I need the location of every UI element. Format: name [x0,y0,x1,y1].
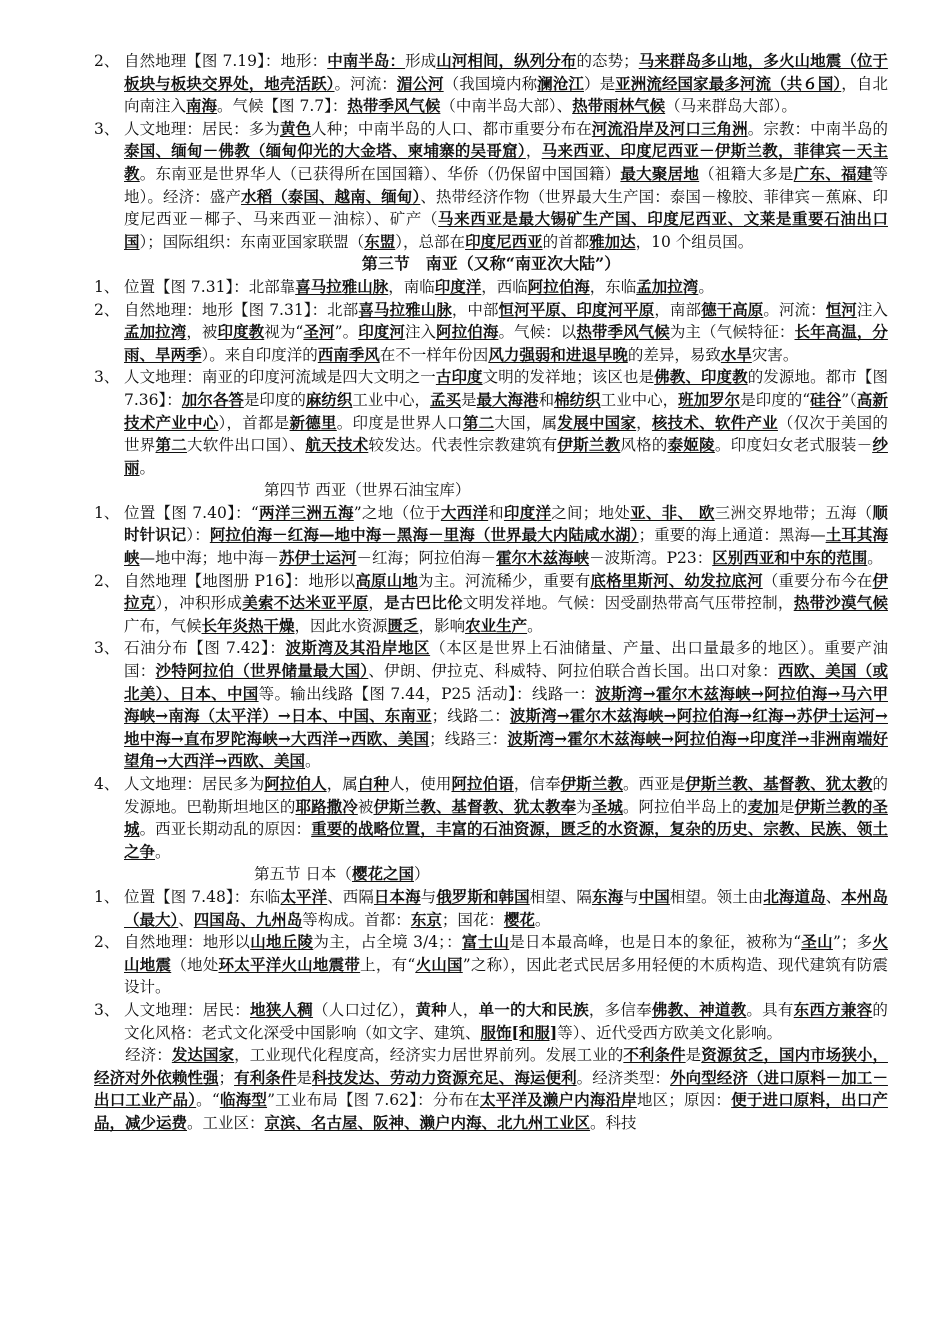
highlight-term: 麦加 [747,796,779,816]
highlight-term: 新德里 [289,412,337,432]
text-run: 人，使用 [389,775,452,793]
highlight-term: 伊斯兰教 [560,774,623,793]
text-run: 文明发祥地。气候：因受副热带高气压带控制， [462,594,794,613]
highlight-term: 临海型 [219,1090,268,1110]
text-run: 经济： [94,1046,172,1065]
text-run: 。 [304,752,321,771]
highlight-term: 亚、非、 欧 [630,502,715,522]
text-run: 是印度的“ [740,390,811,409]
text-run: 位置【图 7.40】：“ [124,503,259,522]
text-run: ”；多 [832,933,873,952]
text-run: 。印度是世界人口 [336,413,463,432]
text-run: 之间；地处 [551,503,631,522]
bold-term: 是古巴比伦 [384,593,463,613]
item-number: 2、 [94,52,120,70]
section-heading [94,253,888,276]
highlight-term: 孟加拉湾 [124,322,187,342]
highlight-term: 圣河 [303,322,335,342]
text-run: （我国境内称 [443,74,538,93]
text-run: 的差异，易致 [627,345,721,364]
text-run: 广布，气候 [124,616,202,635]
highlight-term: 农业生产 [465,615,528,635]
highlight-term: 硅谷 [810,389,842,409]
highlight-term: 第二 [462,412,495,432]
highlight-term: 雅加达 [589,231,636,251]
list-item [94,999,888,1044]
highlight-term: 澜沧江 [537,73,584,93]
text-run: —地中海；地中海－ [139,549,280,568]
text-run: （马来群岛大部）。 [665,97,797,116]
text-run: ； [218,1068,235,1087]
highlight-term: 山地丘陵 [250,932,314,952]
text-run: 。 [867,549,883,568]
text-run: 相望、隔 [529,887,592,906]
text-run: 的发源地。巴勒斯坦地区的 [124,775,888,816]
highlight-term: 泰国、缅甸－佛教（缅甸仰光的大金塔、柬埔寨的吴哥窟） [124,141,526,161]
highlight-term: 伊斯兰教、基督教、犹太教奉 [373,796,577,816]
text-run: 上，有“ [360,955,416,974]
highlight-term: 恒河平原、印度河平原 [498,299,655,319]
text-run: ，影响 [418,616,466,635]
text-run: 。科技 [590,1113,637,1132]
highlight-term: 西南季风 [317,344,380,364]
paragraph [94,1044,888,1134]
highlight-term: 印度尼西亚 [465,231,543,251]
highlight-term: 水稻（泰国、越南、缅甸） [240,186,421,206]
text-run: （重要分布今在 [762,571,873,590]
text-run: 地区；原因： [636,1091,732,1110]
highlight-term: 环太平洋火山地震带 [218,954,361,974]
text-run: 自然地理【图 7.19】：地形： [124,52,328,70]
text-run: ）。来自印度洋的 [201,345,318,364]
highlight-term: 印度教 [217,322,265,342]
text-run: 。 [139,458,156,477]
text-run: 人文地理：居民多为 [124,775,265,793]
text-run: ”工业布局【图 7.62】：分布在 [267,1091,480,1110]
highlight-term: 高新技术产业中心 [124,389,888,432]
highlight-term: 核技术、软件产业 [651,412,778,432]
highlight-term: 航天技术 [305,435,369,455]
highlight-term: 长年炎热干燥 [201,615,295,635]
text-run: 。气候【图 7.7】： [217,97,348,116]
text-run: ；线路三： [429,729,508,748]
text-run: 视为“ [264,323,304,342]
highlight-term: 白种 [357,774,390,793]
text-run: ）是 [583,74,616,93]
highlight-term: 波斯湾及其沿岸地区 [285,638,431,658]
text-run: ，自北向南注入 [124,74,888,116]
text-run: 三洲交界地带；五海（ [714,503,873,522]
highlight-term: 太平洋 [280,886,328,906]
text-run: 自然地理：地形以 [124,933,251,952]
item-number: 3、 [94,119,120,138]
highlight-term: 广东、福建 [793,163,873,183]
text-run: 大软件出口国）、 [187,436,306,455]
text-run: 。印度妇女老式服装－ [714,436,873,455]
text-run: ，工业现代化程度高，经济实力居世界前列。发展工业的 [234,1046,624,1065]
text-run: ；重要的海上通道：黑海— [638,526,826,545]
text-run: ，信奉 [513,775,561,793]
item-number: 1、 [94,887,120,906]
highlight-term: 热带季风气候 [576,322,670,342]
highlight-term: 资源贫乏，国内市场狭小，经济对外依赖性强 [94,1045,888,1087]
highlight-term: 马来群岛多山地，多火山地震（位于板块与板块交界处，地壳活跃） [124,51,888,93]
text-run: 注入 [856,300,888,319]
text-run: （中南半岛大部）、 [440,97,573,116]
text-run: 在不一样年份因 [379,345,489,364]
text-run: 、伊朗、伊拉克、科威特、阿拉伯联合酋长国。出口对象： [368,662,778,681]
text-run: （地处 [171,955,219,974]
list-item [94,931,888,999]
highlight-term: 中国 [638,886,670,906]
text-run: 。阿拉伯半岛上的 [622,797,748,816]
highlight-term: 西欧、美国（或北美）、日本、中国 [124,661,888,703]
text-run: ，因此水资源 [294,616,388,635]
text-run: 、西隔 [327,887,374,906]
text-run: ），首都是 [218,413,290,432]
highlight-term: 孟加拉湾 [636,276,699,296]
highlight-term: 麻纺织 [305,389,353,409]
highlight-term: 发展中国家 [557,412,637,432]
text-run: 第五节 日本（ [254,865,352,884]
text-run: 第四节 西亚（世界石油宝库） [264,481,471,500]
highlight-term: 太平洋及濑户内海沿岸 [479,1090,637,1110]
highlight-term: 圣山 [801,932,833,952]
text-run: ，南部 [654,300,702,319]
text-run: 自然地理：地形【图 7.31】：北部 [124,300,359,319]
text-run: ）；国际组织：东南亚国家联盟（ [139,232,365,251]
highlight-term: 波斯湾→霍尔木兹海峡→阿拉伯海→马六甲海峡→南海（太平洋）→日本、中国、东南亚 [124,683,888,726]
highlight-term: 底格里斯河、幼发拉底河 [590,570,763,590]
text-run: 人文地理：居民：多为 [124,119,280,138]
item-number: 3、 [94,368,120,387]
text-run: 。“ [196,1091,220,1110]
text-run: （人口过亿）， [313,1000,416,1019]
highlight-term: 南海 [186,96,218,116]
highlight-term: 便于进口原料，出口产品，减少运费 [94,1090,888,1132]
highlight-term: 泰姬陵 [667,435,715,455]
text-run: 。 [527,616,543,635]
highlight-term: 伊斯兰教、基督教、犹太教 [685,774,873,793]
highlight-term: 黄色 [279,118,312,138]
text-run: 是日本最高峰，也是日本的象征，被称为“ [509,933,802,952]
item-number: 2、 [94,933,120,952]
highlight-term: 山河相间，纵列分布 [436,51,577,70]
text-run: ，西临 [481,277,528,296]
text-run: ， [368,594,385,613]
text-run: 工业中心， [352,390,430,409]
highlight-term: 火山地震 [124,932,888,974]
highlight-term: 樱花 [503,909,535,929]
text-run: 为主，占全境 3/4；： [313,933,462,952]
list-item [94,366,888,479]
list-item [94,118,888,254]
text-run: 。河流： [334,74,397,93]
text-run: 较发达。代表性宗教建筑有 [368,436,558,455]
item-number: 2、 [94,571,120,590]
text-run: 。东南亚是世界华人（已获得所在国国籍）、华侨（仍保留中国国籍） [139,164,621,183]
text-run: ，10 个组员国。 [635,232,754,251]
text-run: ，中部 [451,300,499,319]
text-run: 。 [155,842,171,861]
text-run: ”（ [841,390,857,409]
highlight-term: 佛教、神道教 [651,999,747,1019]
text-run: 与 [623,887,639,906]
text-run: ， [525,142,542,161]
section-heading [94,479,888,502]
highlight-term: 马来西亚、印度尼西亚－伊斯兰教，菲律宾－天主教 [124,141,888,183]
highlight-term: 有利条件 [234,1067,297,1087]
highlight-term: 樱花之国 [351,864,414,884]
text-run: 的首都 [542,232,590,251]
highlight-term: 伊斯兰教 [557,435,621,455]
text-run: 、 [178,910,194,929]
text-run: ，被 [186,323,218,342]
highlight-term: 喜马拉雅山脉 [358,299,452,319]
highlight-term: 热带季风气候 [347,96,441,116]
highlight-term: 马来西亚是最大锡矿生产国、印度尼西亚、文莱是重要石油出口国 [124,209,888,251]
highlight-term: 印度河 [358,322,405,342]
text-run: 工业中心， [600,390,679,409]
highlight-term: 长年高温，分雨、旱两季 [124,322,888,364]
list-item [94,299,888,367]
highlight-term: 东海 [592,886,624,906]
list-item [94,886,888,931]
highlight-term: 东京 [410,909,442,929]
item-number: 1、 [94,503,120,522]
highlight-term: 古印度 [435,367,483,387]
text-run: ），冲积形成 [155,594,243,613]
text-run: 。河流： [763,300,826,319]
text-run: ”之称），因此老式民居多用轻便的木质构造、现代建筑有防震设计。 [124,955,888,997]
highlight-term: 日本海 [373,886,421,906]
highlight-term: 东盟 [364,231,396,251]
list-item [94,502,888,570]
text-run: 大国，属 [494,413,558,432]
highlight-term: 北海道岛 [763,886,826,906]
highlight-term: 阿拉伯语 [451,774,514,793]
text-run: 。具有 [746,1000,794,1019]
item-number: 2、 [94,300,120,319]
list-item [94,570,888,638]
highlight-term: 中南半岛： [327,51,406,70]
highlight-term: 重要的战略位置，丰富的石油资源，匮乏的水资源，复杂的历史、宗教、民族、领土之争 [124,819,888,861]
text-run: ） [413,865,430,884]
highlight-term: 湄公河 [396,73,444,93]
text-run: 石油分布【图 7.42】： [124,639,286,658]
highlight-term: 土耳其海峡 [124,525,888,568]
highlight-term: 印度洋 [503,502,552,522]
text-run: 等）、近代受西方欧美文化影响。 [557,1023,782,1042]
highlight-term: 地狭人稠 [250,999,314,1019]
text-run: －波斯湾。P23： [589,549,713,568]
highlight-term: 印度洋 [434,276,482,296]
highlight-term: 富士山 [461,932,510,952]
highlight-term: 两洋三洲五海 [258,502,354,522]
highlight-term: 喜马拉雅山脉 [295,276,389,296]
highlight-term: 发达国家 [171,1045,235,1065]
text-run: 的态势； [576,52,639,70]
text-run: ；线路二： [431,707,510,726]
highlight-term: 加尔各答 [181,389,244,409]
bold-term: 第三节 南亚（又称“南亚次大陆”） [361,254,621,274]
highlight-term: 不利条件 [623,1045,686,1065]
highlight-term: 班加罗尔 [678,389,741,409]
highlight-term: 水旱 [720,344,752,364]
highlight-term: 佛教、印度教 [654,367,748,387]
item-number: 1、 [94,277,120,296]
highlight-term: 俄罗斯和韩国 [436,886,530,906]
text-run: 等构成。首都： [302,910,411,929]
highlight-term: 四国岛、九州岛 [193,909,303,929]
highlight-term: 波斯湾→霍尔木兹海峡→阿拉伯海→印度洋→非洲南端好望角→大西洋→西欧、美国 [124,728,888,771]
text-run: 人文地理：居民： [124,1000,251,1019]
highlight-term: 伊斯兰教的圣城 [124,796,888,839]
highlight-term: 美索不达米亚平原 [242,593,369,613]
highlight-term: 火山国 [415,954,463,974]
highlight-term: 圣城 [591,796,623,816]
bold-term: 单一的大和民族 [478,999,589,1019]
text-run: 风格的 [620,436,668,455]
highlight-term: 外向型经济（进口原料－加工－出口工业产品） [94,1067,888,1110]
highlight-term: 耶路撒冷 [295,796,358,816]
text-run: 是 [685,1046,702,1065]
text-run: 与 [420,887,437,906]
text-run: ，南临 [388,277,435,296]
text-run: 。西亚长期动乱的原因： [139,820,312,839]
text-run: （祖籍大多是 [699,164,794,183]
highlight-term: 东西方兼容 [793,999,873,1019]
highlight-term: 霍尔木兹海峡 [496,548,590,568]
list-item [94,276,888,299]
text-run: 自然地理【地图册 P16】：地形以 [124,571,356,590]
text-run: －红海；阿拉伯海－ [356,549,497,568]
highlight-term: 阿拉伯海 [436,322,499,342]
item-number: 4、 [94,775,120,793]
text-run: 位置【图 7.31】：北部靠 [124,277,296,296]
text-run: 、 [825,887,842,906]
text-run: 形成 [405,52,437,70]
list-item [94,773,888,863]
text-run: 和 [538,390,555,409]
text-run: 被 [357,797,374,816]
text-run: 人种；中南半岛的人口、都市重要分布在 [311,119,592,138]
text-run: ，多信奉 [588,1000,652,1019]
text-run: 。 [534,910,551,929]
highlight-term: 恒河 [825,299,857,319]
highlight-term: 京滨、名古屋、阪神、濑户内海、北九州工业区 [264,1112,591,1132]
text-run: 是 [778,797,795,816]
text-run: ，东临 [589,277,637,296]
highlight-term: 德干高原 [701,299,764,319]
text-run: （本区是世界上石油储量、产量、出口量最多的地区）。重要产油国： [124,639,888,681]
text-run: 人文地理：南亚的印度河流域是四大文明之一 [124,368,436,387]
item-number: 3、 [94,639,120,658]
bold-term: 顺时针识记 [124,502,888,545]
bold-term: 黄种 [415,999,448,1019]
text-run: 注入 [404,323,437,342]
text-run: 。经济类型： [576,1068,671,1087]
highlight-term: 热带雨林气候 [572,96,666,116]
text-run: 的文化风格：老式文化深受中国影响（如文字、建筑、 [124,1000,888,1042]
text-run: 等地）。经济：盛产 [124,164,888,206]
highlight-term: 波斯湾→霍尔木兹海峡→阿拉伯海→红海→苏伊士运河→地中海→直布罗陀海峡→大西洋→西欧、美国 [124,706,888,748]
text-run: 和 [488,503,504,522]
text-run: 为 [576,797,592,816]
section-heading [94,863,888,886]
highlight-term: 亚洲流经国家最多河流（共６国） [615,73,842,93]
highlight-term: 最大聚居地 [620,163,700,183]
text-run: ）： [186,526,210,545]
text-run: ；国花： [441,910,504,929]
text-run: 。气候：以 [498,323,577,342]
highlight-term: 阿拉伯人 [264,774,327,793]
text-run: 的发源地。都市【图 7.36】： [124,368,888,409]
text-run: ”。 [334,323,359,342]
text-run: 为主。河流稀少，重要有 [418,571,591,590]
text-run: 相望。领土由 [669,887,764,906]
text-run: ），总部在 [395,232,466,251]
text-run: 。工业区： [187,1113,265,1132]
highlight-term: 棉纺织 [554,389,601,409]
highlight-term: 阿拉伯海－红海—地中海－黑海－里海（世界最大内陆咸水湖） [209,525,639,545]
text-run: 等。输出线路【图 7.44，P25 活动】：线路一： [258,684,596,703]
text-run: （仅次于美国的世界 [124,413,888,455]
highlight-term: 苏伊士运河 [279,548,357,568]
highlight-term: 服饰[和服] [480,1022,558,1042]
highlight-term: 纱丽 [124,435,888,477]
highlight-term: 沙特阿拉伯（世界储量最大国） [155,661,369,681]
highlight-term: 阿拉伯海 [527,276,590,296]
text-run: 、热带经济作物（世界最大生产国：泰国－橡胶、菲律宾－蕉麻、印度尼西亚－椰子、马来西亚－油棕）、矿产（ [124,187,888,229]
highlight-term: 区别西亚和中东的范围 [712,548,868,568]
text-run: ”之地（位于 [353,503,441,522]
highlight-term: 科技发达、劳动力资源充足、海运便利 [311,1067,577,1087]
highlight-term: 匮乏 [387,615,419,635]
highlight-term: 风力强弱和进退早晚 [488,344,628,364]
highlight-term: 大西洋 [440,502,489,522]
text-run: ， [636,413,652,432]
highlight-term: 第二 [155,435,188,455]
highlight-term: 本州岛（最大） [124,886,888,929]
text-run: 位置【图 7.48】：东临 [124,887,281,906]
text-run: 是 [461,390,477,409]
text-run: 是印度的 [243,390,306,409]
list-item [94,50,888,118]
text-run: 是 [296,1068,312,1087]
highlight-term: 最大海港 [476,389,539,409]
text-run: 为主（气候特征： [669,323,795,342]
text-run: 人， [447,1000,479,1019]
text-run: ，属 [326,775,358,793]
text-run: 。西亚是 [622,775,686,793]
text-run: 灾害。 [751,345,799,364]
text-run: 。 [698,277,714,296]
highlight-term: 孟买 [429,389,461,409]
text-run: 文明的发祥地；该区也是 [482,368,655,387]
text-run: 。宗教：中南半岛的 [747,119,888,138]
highlight-term: 高原山地 [355,570,419,590]
highlight-term: 热带沙漠气候 [793,593,888,613]
list-item [94,637,888,773]
highlight-term: 伊拉克 [124,570,888,613]
item-number: 3、 [94,1000,120,1019]
highlight-term: 河流沿岸及河口三角洲 [591,118,748,138]
